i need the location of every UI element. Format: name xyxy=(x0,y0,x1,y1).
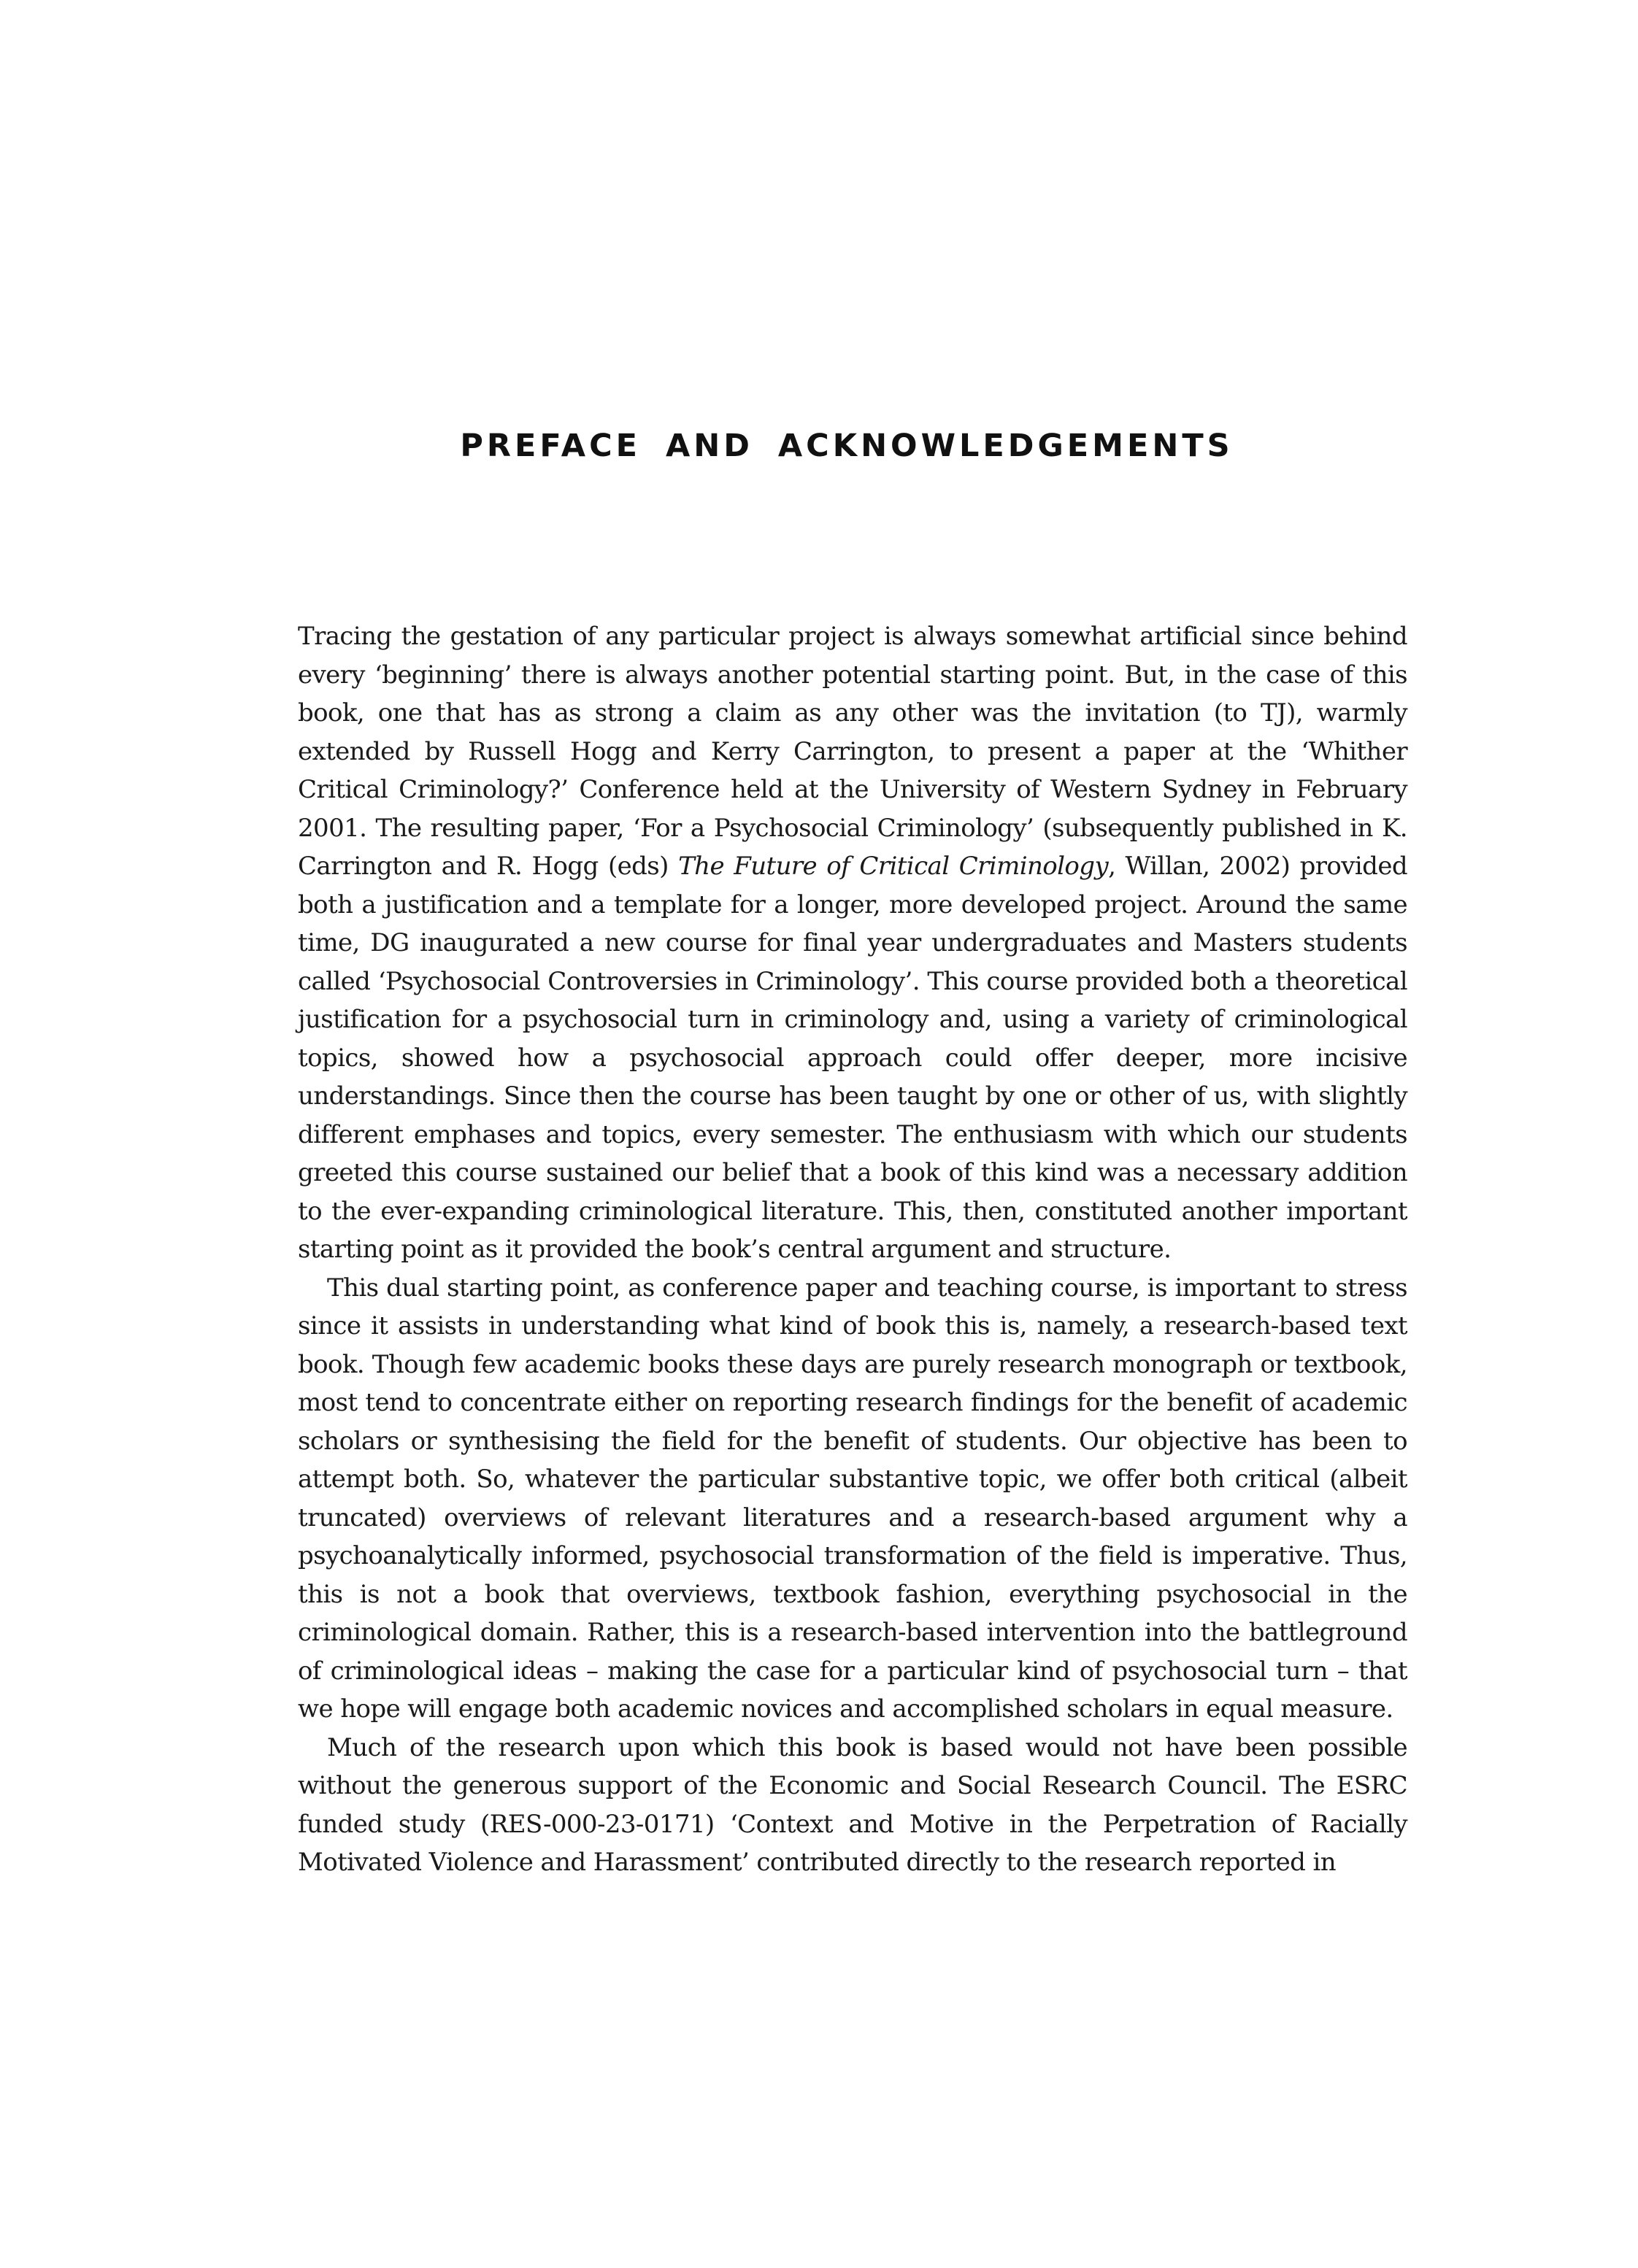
paragraph-1 xyxy=(298,617,1407,1269)
paragraph-1-text-start: Tracing the gestation of any particular project is always somewhat artificial since behind every ‘beginning’ there is always another potential starting point. But, in the case of this book, one that has as strong a claim as any other was the invitation (to TJ), warmly extended by Russell Hogg and Kerry Carrington, to present a paper at the ‘Whither Critical Criminology?’ Conference held at the University of Western Sydney in February 2001. The resulting paper, ‘For a Psychosocial Criminology’ (subsequently published in K. Carrington and R. Hogg (eds) xyxy=(298,622,1407,881)
page-title: PREFACE AND ACKNOWLEDGEMENTS xyxy=(460,428,1234,464)
paragraph-2: This dual starting point, as conference paper and teaching course, is important to stress since it assists in understanding what kind of book this is, namely, a research-based text book. Though few academic books these days are purely research monograph or textbook, most tend to concentrate either on reporting research findings for the benefit of academic scholars or synthesising the field for the benefit of students. Our objective has been to attempt both. So, whatever the particular substantive topic, we offer both critical (albeit truncated) overviews of relevant literatures and a research-based argument why a psychoanalytically informed, psychosocial transformation of the field is imperative. Thus, this is not a book that overviews, textbook fashion, everything psychosocial in the criminological domain. Rather, this is a research-based intervention into the battleground of criminological ideas – making the case for a particular kind of psychosocial turn – that we hope will engage both academic novices and accomplished scholars in equal measure. xyxy=(298,1273,1407,1724)
book-title-italic: The Future of Critical Criminology xyxy=(678,852,1109,881)
paragraph-1-text-end: , Willan, 2002) provided both a justification and a template for a longer, more developed project. Around the same time, DG inaugurated a new course for final year undergraduates and Masters students called ‘Psychosocial Controversies in Criminology’. This course provided both a theoretical justification for a psychosocial turn in criminology and, using a variety of criminological topics, showed how a psychosocial approach could offer deeper, more incisive understandings. Since then the course has been taught by one or other of us, with slightly different emphases and topics, every semester. The enthusiasm with which our students greeted this course sustained our belief that a book of this kind was a necessary addition to the ever-expanding criminological literature. This, then, constituted another important starting point as it provided the book’s central argument and structure. xyxy=(298,852,1407,1264)
body-text xyxy=(298,617,1407,1882)
paragraph-3: Much of the research upon which this book is based would not have been possible without the generous support of the Economic and Social Research Council. The ESRC funded study (RES-000-23-0171) ‘Context and Motive in the Perpetration of Racially Motivated Violence and Harassment’ contributed directly to the research reported in xyxy=(298,1732,1407,1877)
